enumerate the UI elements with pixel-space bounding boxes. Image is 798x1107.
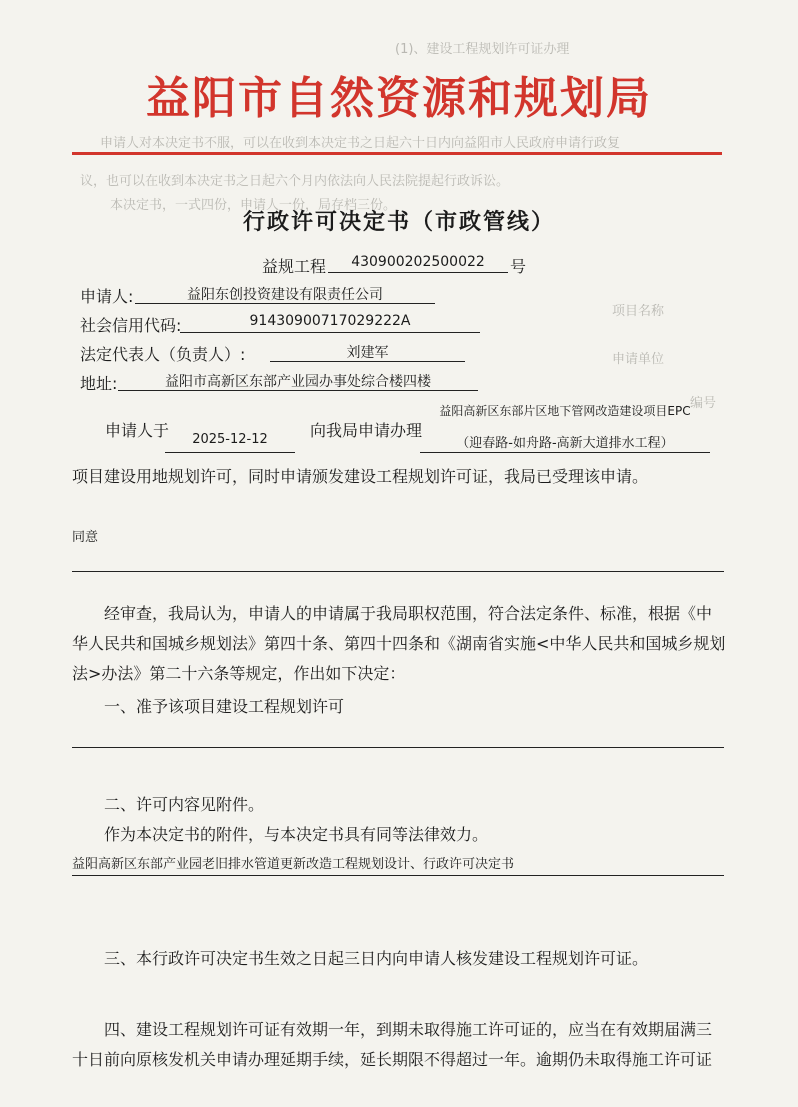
application-text-b: 向我局申请办理 bbox=[310, 421, 423, 440]
doc-number-value: 430900202500022 bbox=[351, 254, 485, 270]
bleed-through-text: 编号 bbox=[690, 396, 717, 411]
application-text-c: 项目建设用地规划许可，同时申请颁发建设工程规划许可证，我局已受理该申请。 bbox=[72, 467, 649, 486]
attachment-name: 益阳高新区东部产业园老旧排水管道更新改造工程规划设计、行政许可决定书 bbox=[72, 857, 515, 872]
credit-code-underline bbox=[180, 332, 480, 333]
legal-rep-value: 刘建军 bbox=[346, 345, 389, 361]
doc-number-prefix: 益规工程 bbox=[262, 257, 327, 276]
decision-item-1: 一、准予该项目建设工程规划许可 bbox=[104, 697, 345, 716]
applicant-label: 申请人: bbox=[80, 287, 134, 306]
doc-number-suffix: 号 bbox=[510, 257, 527, 276]
decision-item-2-note: 作为本决定书的附件，与本决定书具有同等法律效力。 bbox=[104, 825, 489, 844]
application-text-a: 申请人于 bbox=[105, 421, 170, 440]
address-underline bbox=[118, 390, 478, 391]
credit-code-value: 91430900717029222A bbox=[249, 313, 411, 329]
decision-item-4-line-2: 十日前向原核发机关申请办理延期手续，延长期限不得超过一年。逾期仍未取得施工许可证 bbox=[72, 1050, 713, 1069]
legal-rep-label: 法定代表人（负责人）: bbox=[80, 345, 246, 364]
doc-number-underline bbox=[328, 272, 508, 273]
applicant-name: 益阳东创投资建设有限责任公司 bbox=[187, 287, 383, 303]
decision-1-underline bbox=[72, 747, 724, 748]
credit-code-label: 社会信用代码: bbox=[80, 316, 182, 335]
applicant-underline bbox=[135, 303, 435, 304]
project-name-underline bbox=[420, 452, 710, 453]
application-date: 2025-12-12 bbox=[192, 432, 268, 447]
address-value: 益阳市高新区东部产业园办事处综合楼四楼 bbox=[165, 374, 431, 390]
attachment-underline bbox=[72, 875, 724, 876]
review-line-2: 华人民共和国城乡规划法》第四十条、第四十四条和《湖南省实施<中华人民共和国城乡规划 bbox=[72, 634, 726, 653]
opinion-underline bbox=[72, 571, 724, 572]
decision-item-2: 二、许可内容见附件。 bbox=[104, 795, 265, 814]
bleed-through-text: 项目名称 bbox=[612, 304, 665, 319]
project-name-line2: （迎春路-如舟路-高新大道排水工程） bbox=[456, 436, 674, 451]
review-line-1: 经审查，我局认为，申请人的申请属于我局职权范围，符合法定条件、标准，根据《中 bbox=[104, 604, 713, 623]
decision-item-4-line-1: 四、建设工程规划许可证有效期一年，到期未取得施工许可证的，应当在有效期届满三 bbox=[104, 1020, 713, 1039]
review-line-3: 法>办法》第二十六条等规定，作出如下决定： bbox=[72, 664, 406, 683]
legal-rep-underline bbox=[270, 361, 465, 362]
bleed-through-text: 申请单位 bbox=[612, 352, 665, 367]
bleed-through-text: (1)、建设工程规划许可证办理 bbox=[395, 42, 570, 57]
project-name-line1: 益阳高新区东部片区地下管网改造建设项目EPC bbox=[439, 404, 691, 418]
bleed-through-text: 本决定书，一式四份，申请人一份，局存档三份。 bbox=[110, 198, 397, 213]
bleed-through-text: 议，也可以在收到本决定书之日起六个月内依法向人民法院提起行政诉讼。 bbox=[80, 174, 510, 189]
bleed-through-text: 申请人对本决定书不服，可以在收到本决定书之日起六十日内向益阳市人民政府申请行政复 bbox=[100, 136, 621, 151]
address-label: 地址: bbox=[80, 374, 118, 393]
document-title: 行政许可决定书（市政管线） bbox=[242, 210, 555, 235]
decision-item-3: 三、本行政许可决定书生效之日起三日内向申请人核发建设工程规划许可证。 bbox=[104, 949, 649, 968]
org-letterhead: 益阳市自然资源和规划局 bbox=[146, 73, 652, 124]
application-date-underline bbox=[165, 452, 295, 453]
letterhead-rule bbox=[72, 152, 722, 155]
opinion-value: 同意 bbox=[72, 530, 99, 545]
